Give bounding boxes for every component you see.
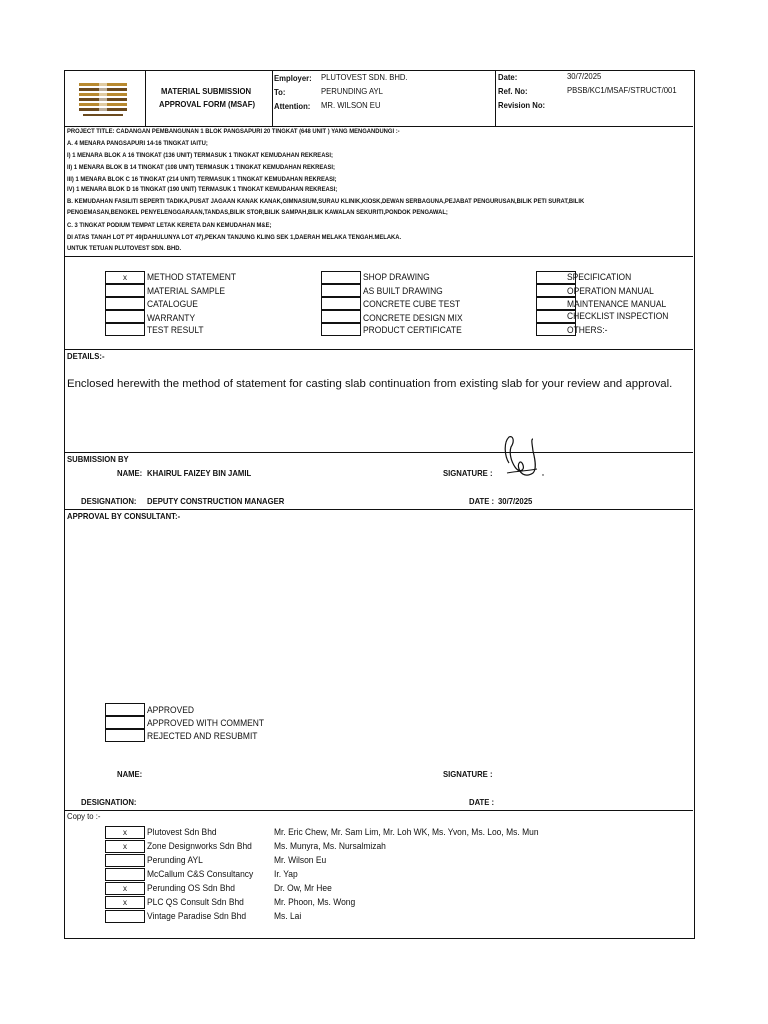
msaf-form: [64, 70, 695, 939]
label-concrete-design-mix: CONCRETE DESIGN MIX: [363, 313, 463, 323]
submitter-designation-value: DEPUTY CONSTRUCTION MANAGER: [147, 496, 285, 506]
copy-company: McCallum C&S Consultancy: [147, 869, 254, 879]
approver-signature-label: SIGNATURE :: [443, 769, 493, 779]
copy-checkbox-perunding-os[interactable]: x: [105, 882, 145, 895]
approval-label: APPROVAL BY CONSULTANT:-: [67, 511, 181, 521]
copy-people: Ms. Lai: [274, 911, 302, 921]
project-line: III) 1 MENARA BLOK C 16 TINGKAT (214 UNIT) TERMASUK 1 TINGKAT KEMUDAHAN REKREASI;: [67, 176, 337, 183]
checkbox-catalogue[interactable]: [105, 297, 145, 310]
form-title-line1: MATERIAL SUBMISSION: [161, 86, 252, 96]
submitter-date-value: 30/7/2025: [498, 496, 533, 506]
checkbox-rejected-and-resubmit[interactable]: [105, 729, 145, 742]
checkbox-as-built-drawing[interactable]: [321, 284, 361, 297]
date-value: 30/7/2025: [567, 71, 602, 81]
company-logo-icon: [77, 81, 129, 119]
project-line: I) 1 MENARA BLOK A 16 TINGKAT (136 UNIT) TERMASUK 1 TINGKAT KEMUDAHAN REKREASI;: [67, 152, 333, 159]
checkbox-material-sample[interactable]: [105, 284, 145, 297]
employer-label: Employer:: [274, 73, 312, 83]
form-title-line2: APPROVAL FORM (MSAF): [159, 99, 256, 109]
label-approved-with-comment: APPROVED WITH COMMENT: [147, 718, 265, 728]
copy-company: Perunding OS Sdn Bhd: [147, 883, 235, 893]
copy-people: Mr. Eric Chew, Mr. Sam Lim, Mr. Loh WK, Ms. Yvon, Ms. Loo, Ms. Mun: [274, 827, 539, 837]
label-test-result: TEST RESULT: [147, 325, 204, 335]
copy-company: Vintage Paradise Sdn Bhd: [147, 911, 247, 921]
project-line: PROJECT TITLE: CADANGAN PEMBANGUNAN 1 BLOK PANGSAPURI 20 TINGKAT (648 UNIT ) YANG MENGANDUNGI :-: [67, 128, 400, 135]
attention-value: MR. WILSON EU: [321, 100, 381, 110]
copy-checkbox-mccallum[interactable]: [105, 868, 145, 881]
label-product-certificate: PRODUCT CERTIFICATE: [363, 325, 462, 335]
label-checklist-inspection: CHECKLIST INSPECTION: [567, 311, 669, 321]
project-line: II) 1 MENARA BLOK B 14 TINGKAT (108 UNIT) TERMASUK 1 TINGKAT KEMUDAHAN REKREASI;: [67, 164, 335, 171]
copy-company: Perunding AYL: [147, 855, 203, 865]
checkbox-concrete-cube-test[interactable]: [321, 297, 361, 310]
approver-name-label: NAME:: [117, 769, 143, 779]
checkbox-approved[interactable]: [105, 703, 145, 716]
copy-people: Mr. Wilson Eu: [274, 855, 327, 865]
employer-value: PLUTOVEST SDN. BHD.: [321, 72, 408, 82]
copy-checkbox-perunding-ayl[interactable]: [105, 854, 145, 867]
project-line: UNTUK TETUAN PLUTOVEST SDN. BHD.: [67, 245, 182, 252]
label-approved: APPROVED: [147, 705, 195, 715]
label-maintenance-manual: MAINTENANCE MANUAL: [567, 299, 667, 309]
checkbox-product-certificate[interactable]: [321, 323, 361, 336]
label-rejected-and-resubmit: REJECTED AND RESUBMIT: [147, 731, 258, 741]
checkbox-concrete-design-mix[interactable]: [321, 310, 361, 323]
checkbox-shop-drawing[interactable]: [321, 271, 361, 284]
checkbox-warranty[interactable]: [105, 310, 145, 323]
copy-people: Dr. Ow, Mr Hee: [274, 883, 332, 893]
ref-no-label: Ref. No:: [498, 86, 528, 96]
copy-company: PLC QS Consult Sdn Bhd: [147, 897, 244, 907]
project-line: DI ATAS TANAH LOT PT 49(DAHULUNYA LOT 47),PEKAN TANJUNG KLING SEK 1,DAERAH MELAKA TENGAH.MELAKA.: [67, 234, 402, 241]
submitter-designation-label: DESIGNATION:: [81, 496, 137, 506]
project-line: A. 4 MENARA PANGSAPURI 14-16 TINGKAT IAITU;: [67, 140, 208, 147]
copy-company: Zone Designworks Sdn Bhd: [147, 841, 252, 851]
to-value: PERUNDING AYL: [321, 86, 383, 96]
details-label: DETAILS:-: [67, 351, 105, 361]
approver-designation-label: DESIGNATION:: [81, 797, 137, 807]
copy-checkbox-plutovest[interactable]: x: [105, 826, 145, 839]
attention-label: Attention:: [274, 101, 311, 111]
copy-checkbox-vintage-paradise[interactable]: [105, 910, 145, 923]
label-shop-drawing: SHOP DRAWING: [363, 272, 430, 282]
submitter-name-label: NAME:: [117, 468, 143, 478]
project-line: C. 3 TINGKAT PODIUM TEMPAT LETAK KERETA DAN KEMUDAHAN M&E;: [67, 222, 272, 229]
label-method-statement: METHOD STATEMENT: [147, 272, 236, 282]
label-specification: SPECIFICATION: [567, 272, 632, 282]
project-line: IV) 1 MENARA BLOK D 16 TINGKAT (190 UNIT) TERMASUK 1 TINGKAT KEMUDAHAN REKREASI;: [67, 186, 338, 193]
ref-no-value: PBSB/KC1/MSAF/STRUCT/001: [567, 85, 677, 95]
submitter-date-label: DATE :: [469, 496, 495, 506]
checkbox-approved-with-comment[interactable]: [105, 716, 145, 729]
details-text: Enclosed herewith the method of statement for casting slab continuation from existing slab for your review and approval.: [67, 378, 673, 390]
submitter-signature-label: SIGNATURE :: [443, 468, 493, 478]
to-label: To:: [274, 87, 286, 97]
label-material-sample: MATERIAL SAMPLE: [147, 286, 226, 296]
submission-by-label: SUBMISSION BY: [67, 454, 129, 464]
label-as-built-drawing: AS BUILT DRAWING: [363, 286, 443, 296]
copy-people: Ms. Munyra, Ms. Nursalmizah: [274, 841, 386, 851]
label-others: OTHERS:-: [567, 325, 608, 335]
label-concrete-cube-test: CONCRETE CUBE TEST: [363, 299, 461, 309]
date-label: Date:: [498, 72, 518, 82]
copy-checkbox-plc-qs[interactable]: x: [105, 896, 145, 909]
project-line: B. KEMUDAHAN FASILITI SEPERTI TADIKA,PUSAT JAGAAN KANAK KANAK,GIMNASIUM,SURAU KLINIK,KIOSK,DEWAN SERBAGUNA,PEJABAT PENGURUSAN,BILIK PETI SURAT,BILIK: [67, 198, 585, 205]
copy-people: Mr. Phoon, Ms. Wong: [274, 897, 356, 907]
project-line: PENGEMASAN,BENGKEL PENYELENGGARAAN,TANDAS,BILIK STOR,BILIK SAMPAH,BILIK KAWALAN SEKURITI,PONDOK PENGAWAL;: [67, 209, 448, 216]
revision-label: Revision No:: [498, 100, 546, 110]
label-operation-manual: OPERATION MANUAL: [567, 286, 654, 296]
copy-to-label: Copy to :-: [67, 811, 101, 821]
signature-icon: [497, 433, 547, 481]
approver-date-label: DATE :: [469, 797, 495, 807]
checkbox-test-result[interactable]: [105, 323, 145, 336]
copy-company: Plutovest Sdn Bhd: [147, 827, 217, 837]
copy-people: Ir. Yap: [274, 869, 298, 879]
label-warranty: WARRANTY: [147, 313, 196, 323]
label-catalogue: CATALOGUE: [147, 299, 198, 309]
copy-checkbox-zone-designworks[interactable]: x: [105, 840, 145, 853]
submitter-name-value: KHAIRUL FAIZEY BIN JAMIL: [147, 468, 252, 478]
checkbox-method-statement[interactable]: x: [105, 271, 145, 284]
